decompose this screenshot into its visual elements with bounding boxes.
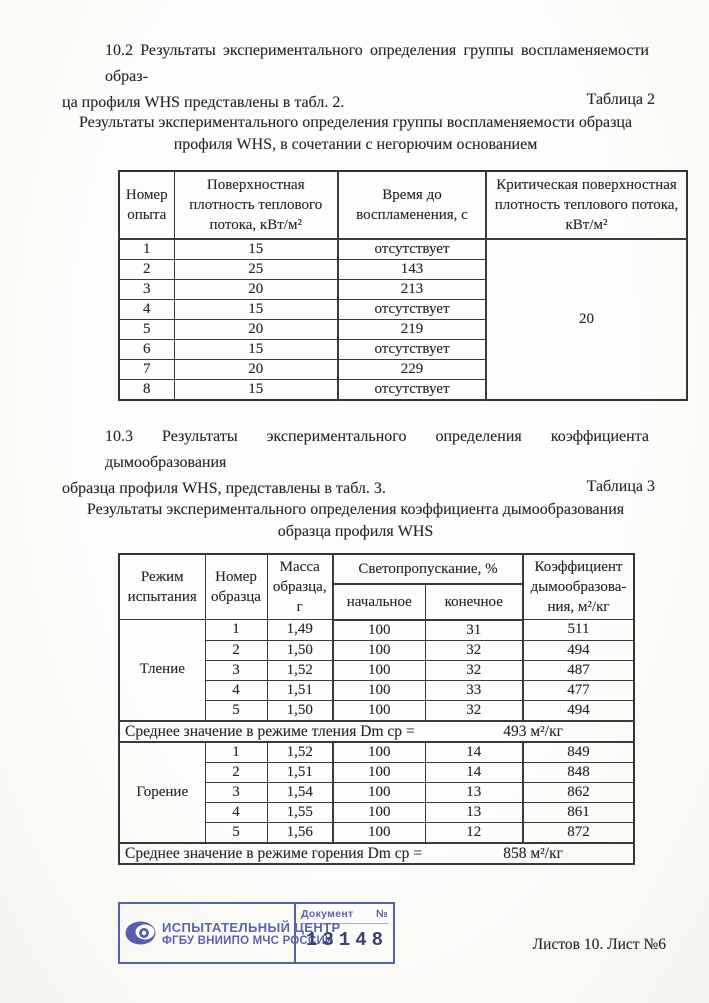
- paragraph-10-2-line1: 10.2 Результаты экспериментального определения группы воспламеняемости образ-: [105, 42, 649, 85]
- cell-final: 32: [425, 640, 523, 660]
- burn-average-value: 858 м²/кг: [503, 844, 563, 862]
- table3-caption: [62, 499, 649, 543]
- smolder-average-label: Среднее значение в режиме тления Dm ср =: [125, 722, 415, 740]
- cell-initial: 100: [333, 742, 425, 763]
- cell-mass: 1,54: [267, 782, 333, 802]
- cell-sample-number: 3: [205, 782, 267, 802]
- cell-coefficient: 494: [523, 640, 634, 660]
- cell-heat-flux: 15: [174, 300, 338, 320]
- table3-header-mass: Масса образца, г: [267, 554, 333, 620]
- cell-initial: 100: [333, 680, 425, 700]
- cell-mode-burn: Горение: [119, 742, 205, 843]
- stamp-title-line1: ИСПЫТАТЕЛЬНЫЙ ЦЕНТР: [162, 919, 341, 935]
- table3-header-final: конечное: [425, 584, 523, 620]
- table2-caption-line2: профиля WHS, в сочетании с негорючим основанием: [173, 136, 538, 153]
- cell-final: 14: [425, 762, 523, 782]
- cell-mass: 1,52: [267, 660, 333, 680]
- cell-heat-flux: 15: [174, 380, 338, 401]
- cell-final: 12: [425, 822, 523, 843]
- table3-header-transmittance: Светопропускание, %: [333, 554, 523, 584]
- cell-ignition-time: 143: [338, 260, 486, 280]
- cell-initial: 100: [333, 660, 425, 680]
- stamp-document-number: 13148: [305, 929, 388, 951]
- cell-sample-number: 5: [205, 700, 267, 721]
- cell-ignition-time: отсутствует: [338, 380, 486, 401]
- cell-coefficient: 487: [523, 660, 634, 680]
- cell-mass: 1,52: [267, 742, 333, 763]
- stamp-left-section: [120, 904, 341, 962]
- cell-sample-number: 2: [205, 640, 267, 660]
- table2-caption-line1: Результаты экспериментального определения группы воспламеняемости образца: [78, 114, 633, 131]
- burn-average-label: Среднее значение в режиме горения Dm ср =: [125, 844, 422, 862]
- table3-header-mode: Режим испытания: [119, 554, 205, 620]
- sheet-counter: Листов 10. Лист №6: [532, 936, 666, 953]
- cell-mass: 1,51: [267, 680, 333, 700]
- cell-ignition-time: отсутствует: [338, 239, 486, 260]
- burn-average-row: [119, 843, 634, 864]
- smolder-average-row: [119, 721, 634, 742]
- stamp-document-section: [294, 904, 393, 962]
- cell-heat-flux: 25: [174, 260, 338, 280]
- paragraph-10-3-line2: образца профиля WHS, представлены в табл. 3.: [62, 480, 386, 497]
- table2-header-time-to-ignition: Время до воспламенения, с: [338, 171, 486, 239]
- table-row: [119, 742, 634, 763]
- table2-header-critical-flux: Критическая поверхностная плотность теплового потока, кВт/м²: [486, 171, 687, 239]
- test-center-stamp: [118, 902, 395, 964]
- cell-sample-number: 5: [205, 822, 267, 843]
- cell-ignition-time: отсутствует: [338, 300, 486, 320]
- smoke-coefficient-table: [118, 553, 635, 865]
- cell-initial: 100: [333, 640, 425, 660]
- cell-ignition-time: отсутствует: [338, 340, 486, 360]
- cell-sample-number: 4: [205, 802, 267, 822]
- cell-heat-flux: 20: [174, 280, 338, 300]
- cell-final: 32: [425, 660, 523, 680]
- cell-mass: 1,49: [267, 620, 333, 641]
- cell-mass: 1,50: [267, 700, 333, 721]
- cell-mass: 1,56: [267, 822, 333, 843]
- cell-experiment-number: 7: [119, 360, 174, 380]
- cell-mode-smolder: Тление: [119, 620, 205, 721]
- table3-header-row1: [119, 554, 634, 584]
- cell-mass: 1,51: [267, 762, 333, 782]
- cell-final: 32: [425, 700, 523, 721]
- cell-initial: 100: [333, 700, 425, 721]
- cell-initial: 100: [333, 620, 425, 641]
- cell-initial: 100: [333, 762, 425, 782]
- cell-experiment-number: 1: [119, 239, 174, 260]
- table3-caption-line1: Результаты экспериментального определения коэффициента дымообразования: [86, 501, 625, 518]
- table2-caption: [62, 112, 649, 156]
- cell-mass: 1,50: [267, 640, 333, 660]
- table2-header-heat-flux-density: Поверхностная плотность теплового потока, кВт/м²: [174, 171, 338, 239]
- cell-sample-number: 2: [205, 762, 267, 782]
- cell-initial: 100: [333, 782, 425, 802]
- cell-ignition-time: 229: [338, 360, 486, 380]
- paragraph-10-2-line2: ца профиля WHS представлены в табл. 2.: [62, 94, 345, 111]
- table2-label: Таблица 2: [586, 91, 655, 108]
- cell-experiment-number: 6: [119, 340, 174, 360]
- cell-critical-flux-value: 20: [486, 239, 687, 400]
- cell-ignition-time: 213: [338, 280, 486, 300]
- table3-header-coefficient: Коэффициент дымообразова-ния, м²/кг: [523, 554, 634, 620]
- cell-mass: 1,55: [267, 802, 333, 822]
- cell-heat-flux: 20: [174, 360, 338, 380]
- cell-heat-flux: 15: [174, 239, 338, 260]
- cell-experiment-number: 2: [119, 260, 174, 280]
- table3-header-sample-number: Номер образца: [205, 554, 267, 620]
- cell-final: 13: [425, 782, 523, 802]
- cell-coefficient: 849: [523, 742, 634, 763]
- cell-coefficient: 861: [523, 802, 634, 822]
- stamp-document-label: Документ №: [301, 908, 388, 924]
- cell-coefficient: 872: [523, 822, 634, 843]
- cell-final: 13: [425, 802, 523, 822]
- cell-sample-number: 1: [205, 742, 267, 763]
- cell-experiment-number: 8: [119, 380, 174, 401]
- cell-sample-number: 4: [205, 680, 267, 700]
- cell-heat-flux: 15: [174, 340, 338, 360]
- stamp-title-line2: ФГБУ ВНИИПО МЧС РОССИИ: [162, 934, 334, 947]
- cell-experiment-number: 3: [119, 280, 174, 300]
- cell-initial: 100: [333, 802, 425, 822]
- table3-header-initial: начальное: [333, 584, 425, 620]
- table-row: [119, 239, 687, 260]
- table-row: [119, 620, 634, 641]
- table2-header-experiment-number: Номер опыта: [119, 171, 174, 239]
- cell-coefficient: 511: [523, 620, 634, 641]
- cell-coefficient: 494: [523, 700, 634, 721]
- paragraph-10-3-line1: 10.3 Результаты экспериментального определения коэффициента дымообразования: [105, 428, 649, 471]
- flammability-results-table: [118, 170, 688, 401]
- table3-label: Таблица 3: [586, 478, 655, 495]
- cell-sample-number: 1: [205, 620, 267, 641]
- table2-header-row: [119, 171, 687, 239]
- table3-caption-line2: образца профиля WHS: [277, 523, 434, 540]
- cell-final: 33: [425, 680, 523, 700]
- cell-heat-flux: 20: [174, 320, 338, 340]
- cell-coefficient: 862: [523, 782, 634, 802]
- smolder-average-value: 493 м²/кг: [503, 722, 563, 740]
- cell-final: 14: [425, 742, 523, 763]
- cell-experiment-number: 4: [119, 300, 174, 320]
- cell-coefficient: 848: [523, 762, 634, 782]
- cell-final: 31: [425, 620, 523, 641]
- vniipo-logo-icon: [124, 919, 160, 947]
- cell-ignition-time: 219: [338, 320, 486, 340]
- cell-initial: 100: [333, 822, 425, 843]
- cell-sample-number: 3: [205, 660, 267, 680]
- cell-experiment-number: 5: [119, 320, 174, 340]
- cell-coefficient: 477: [523, 680, 634, 700]
- stamp-text-block: [162, 919, 341, 947]
